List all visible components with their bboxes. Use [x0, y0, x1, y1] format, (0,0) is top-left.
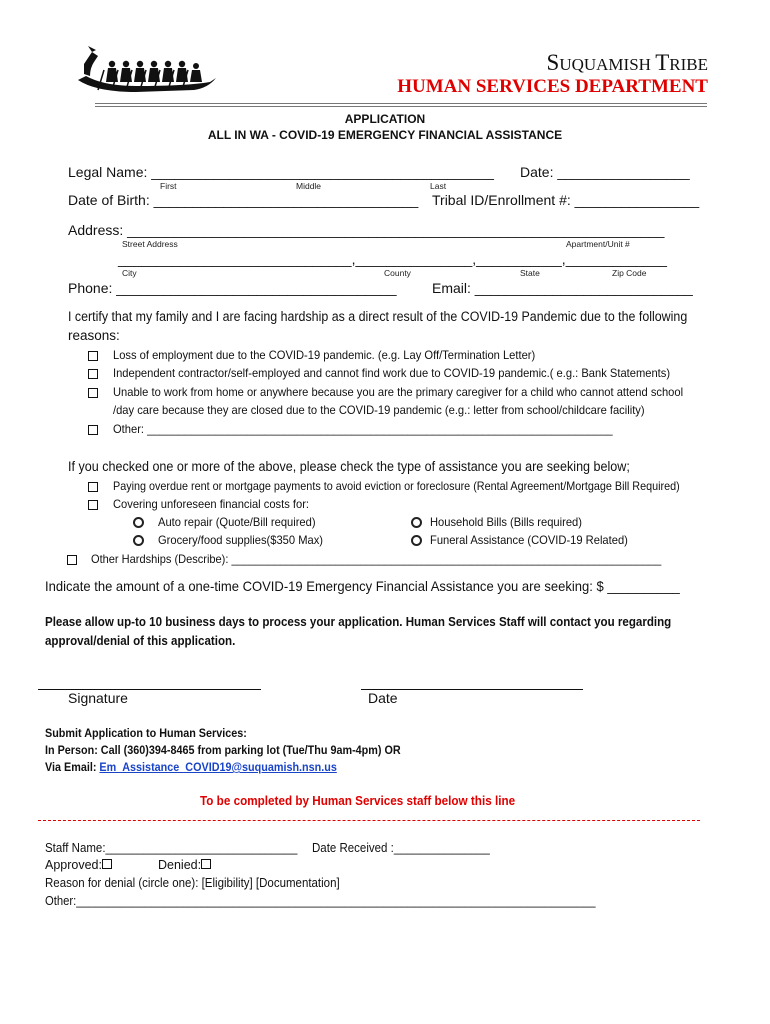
assistance-intro: If you checked one or more of the above, please check the type of assistance you are seeking below;	[68, 459, 630, 474]
name-first-caption: First	[160, 181, 177, 191]
grocery-label: Grocery/food supplies($350 Max)	[158, 533, 324, 547]
reason-label: Unable to work from home or anywhere because you are the primary caregiver for a child who cannot attend school	[113, 385, 684, 399]
doc-subtitle: ALL IN WA - COVID-19 EMERGENCY FINANCIAL ASSISTANCE	[207, 128, 563, 142]
auto-label: Auto repair (Quote/Bill required)	[158, 515, 316, 529]
submit-title: Submit Application to Human Services:	[45, 726, 247, 740]
funeral-label: Funeral Assistance (COVID-19 Related)	[430, 533, 628, 547]
household-label: Household Bills (Bills required)	[430, 515, 582, 529]
email-link[interactable]: Em_Assistance_COVID19@suquamish.nsn.us	[99, 760, 337, 774]
legal-name-field[interactable]: Legal Name: ____________________________________________	[68, 164, 494, 180]
state-caption: State	[520, 268, 540, 278]
approved-label: Approved:	[45, 858, 102, 872]
phone-field[interactable]: Phone: ____________________________________	[68, 280, 397, 296]
signature-label: Signature	[68, 690, 128, 706]
dob-field[interactable]: Date of Birth: __________________________________	[68, 192, 419, 208]
zip-caption: Zip Code	[612, 268, 647, 278]
other-hardships-field[interactable]: Other Hardships (Describe): ______________________________________________________________________	[91, 552, 662, 566]
unforeseen-label: Covering unforeseen financial costs for:	[113, 497, 310, 511]
checkbox-icon[interactable]	[88, 425, 98, 435]
doc-title: APPLICATION	[344, 112, 426, 126]
org-title: SUQUAMISH TRIBE	[546, 50, 708, 75]
denied-row	[158, 858, 211, 872]
denial-reason[interactable]: Reason for denial (circle one): [Eligibility] [Documentation]	[45, 876, 340, 890]
processing-notice-2: approval/denial of this application.	[45, 633, 236, 648]
city-county-state-zip-field[interactable]: ______________________________,_______________,___________,_____________	[118, 251, 667, 267]
name-last-caption: Last	[430, 181, 447, 191]
staff-name-field[interactable]: Staff Name:______________________________	[45, 841, 298, 855]
radio-circle-icon[interactable]	[133, 535, 144, 546]
certify-reasons-label: reasons:	[68, 328, 120, 343]
email-field[interactable]: Email: ____________________________	[432, 280, 693, 296]
staff-notice: To be completed by Human Services staff below this line	[200, 793, 516, 808]
radio-circle-icon[interactable]	[411, 517, 422, 528]
reason-row	[88, 422, 98, 436]
county-caption: County	[384, 268, 411, 278]
reason-other-field[interactable]: Other: ___________________________________________________________________________	[113, 422, 613, 436]
department-title: HUMAN SERVICES DEPARTMENT	[397, 76, 708, 97]
processing-notice: Please allow up-to 10 business days to process your application. Human Services Staff will contact you regarding	[45, 614, 672, 629]
name-middle-caption: Middle	[296, 181, 322, 191]
checkbox-icon[interactable]	[88, 482, 98, 492]
header-divider-2	[95, 106, 707, 107]
reason-row	[88, 385, 98, 399]
checkbox-icon[interactable]	[201, 859, 211, 869]
radio-circle-icon[interactable]	[133, 517, 144, 528]
via-email-label: Via Email:	[45, 760, 97, 774]
checkbox-icon[interactable]	[67, 555, 77, 565]
checkbox-icon[interactable]	[88, 351, 98, 361]
city-caption: City	[122, 268, 137, 278]
sig-date-label: Date	[368, 690, 398, 706]
date-field[interactable]: Date: _________________	[520, 164, 690, 180]
reason-row	[88, 366, 98, 380]
rent-label: Paying overdue rent or mortgage payments to avoid eviction or foreclosure (Rental Agreement/Mortgage Bill Required)	[113, 479, 680, 493]
checkbox-icon[interactable]	[102, 859, 112, 869]
assistance-row	[88, 479, 98, 493]
checkbox-icon[interactable]	[88, 500, 98, 510]
street-address-caption: Street Address	[122, 239, 178, 249]
reason-row	[88, 348, 98, 362]
reason-label-continued: /day care because they are closed due to the COVID-19 pandemic (e.g.: letter from school/childcare facility)	[113, 403, 645, 417]
date-received-field[interactable]: Date Received :_______________	[312, 841, 490, 855]
staff-divider	[38, 820, 700, 821]
assistance-row	[88, 497, 98, 511]
reason-label: Independent contractor/self-employed and cannot find work due to COVID-19 pandemic.( e.g.: Bank Statements)	[113, 366, 671, 380]
submit-email-row	[45, 760, 337, 774]
staff-other-field[interactable]: Other:___________________________________________________________________________________	[45, 894, 596, 908]
radio-circle-icon[interactable]	[411, 535, 422, 546]
header-divider	[95, 103, 707, 104]
apartment-caption: Apartment/Unit #	[566, 239, 630, 249]
submit-in-person: In Person: Call (360)394-8465 from parking lot (Tue/Thu 9am-4pm) OR	[45, 743, 401, 757]
checkbox-icon[interactable]	[88, 369, 98, 379]
denied-label: Denied:	[158, 858, 202, 872]
checkbox-icon[interactable]	[88, 388, 98, 398]
approved-row	[45, 858, 112, 872]
certify-text: I certify that my family and I are facing hardship as a direct result of the COVID-19 Pandemic due to the following	[68, 309, 688, 324]
tribal-id-field[interactable]: Tribal ID/Enrollment #: ________________	[432, 192, 700, 208]
amount-field[interactable]: Indicate the amount of a one-time COVID-19 Emergency Financial Assistance you are seeking: $ __________	[45, 578, 680, 594]
address-field[interactable]: Address: _____________________________________________________________________	[68, 222, 665, 238]
reason-label: Loss of employment due to the COVID-19 pandemic. (e.g. Lay Off/Termination Letter)	[113, 348, 536, 362]
